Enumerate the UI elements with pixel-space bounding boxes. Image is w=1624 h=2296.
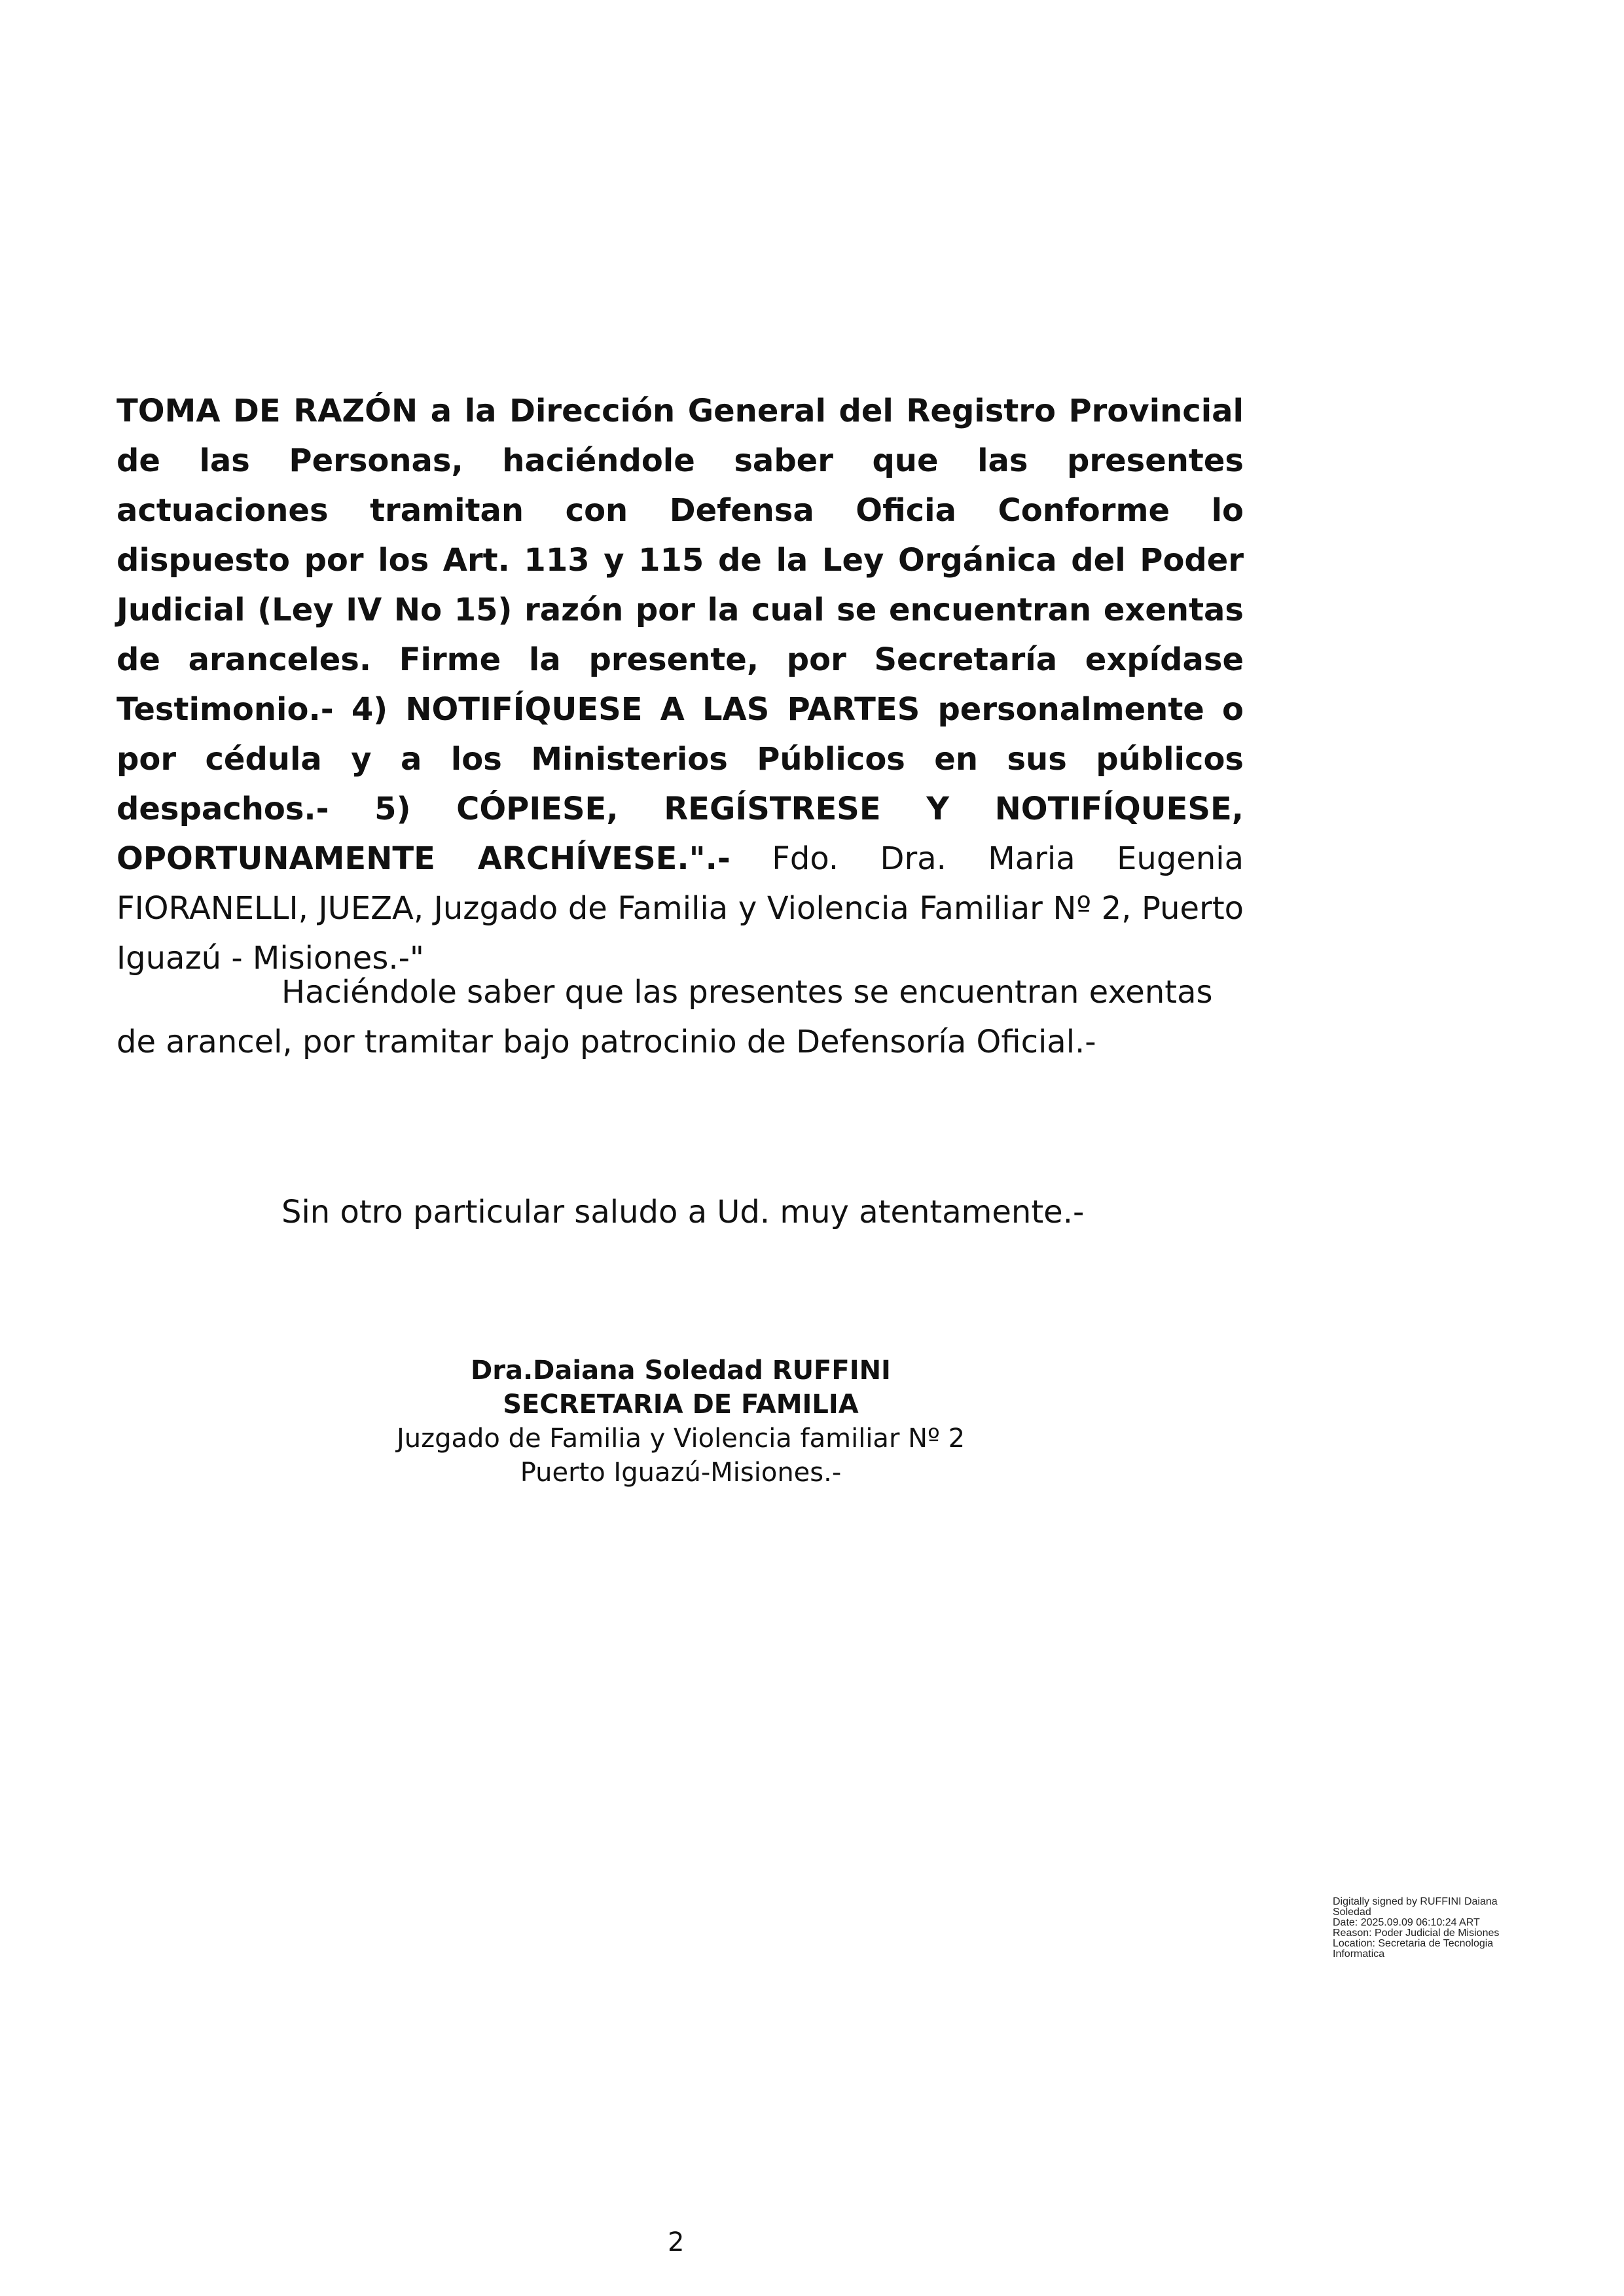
page-number: 2 — [668, 2227, 685, 2257]
digital-signature-stamp — [1333, 1897, 1529, 1960]
digital-signature-line: Date: 2025.09.09 06:10:24 ART — [1333, 1917, 1480, 1928]
digital-signature-line: Reason: Poder Judicial de Misiones — [1333, 1928, 1500, 1939]
main-paragraph-bold: TOMA DE RAZÓN a la Dirección General del Registro Provincial de las Personas, haciéndole saber que las presentes actuaciones tramitan con Defensa Oficia Conforme lo dispuesto por los Art. 113 y 115 de la Ley Orgánica del Poder Judicial (Ley IV No 15) razón por la cual se encuentran exentas de aranceles. Firme la presente, por Secretaría expídase Testimonio.- 4) NOTIFÍQUESE A LAS PARTES personalmente o por cédula y a los Ministerios Públicos en sus públicos despachos.- 5) CÓPIESE, REGÍSTRESE Y NOTIFÍQUESE, OPORTUNAMENTE ARCHÍVESE.".- — [117, 393, 1244, 877]
signer-name: Dra.Daiana Soledad RUFFINI — [471, 1355, 891, 1386]
main-paragraph — [117, 386, 1244, 983]
signer-location: Puerto Iguazú-Misiones.- — [520, 1458, 842, 1488]
signature-block — [353, 1354, 1008, 1490]
digital-signature-line: Informatica — [1333, 1948, 1385, 1960]
signer-court: Juzgado de Familia y Violencia familiar Nº 2 — [396, 1424, 965, 1454]
closing-greeting: Sin otro particular saludo a Ud. muy atentamente.- — [281, 1194, 1085, 1230]
digital-signature-line: Location: Secretaria de Tecnologia — [1333, 1938, 1494, 1949]
digital-signature-line: Soledad — [1333, 1907, 1371, 1918]
main-paragraph-signature-ref: Fdo. Dra. Maria Eugenia FIORANELLI, JUEZA, Juzgado de Familia y Violencia Familiar Nº 2, Puerto Iguazú - Misiones.-" — [117, 840, 1244, 977]
digital-signature-line: Digitally signed by RUFFINI Daiana — [1333, 1896, 1498, 1907]
exemption-paragraph: Haciéndole saber que las presentes se encuentran exentas de arancel, por tramitar bajo patrocinio de Defensoría Oficial.- — [117, 974, 1213, 1060]
signer-title: SECRETARIA DE FAMILIA — [503, 1390, 859, 1420]
